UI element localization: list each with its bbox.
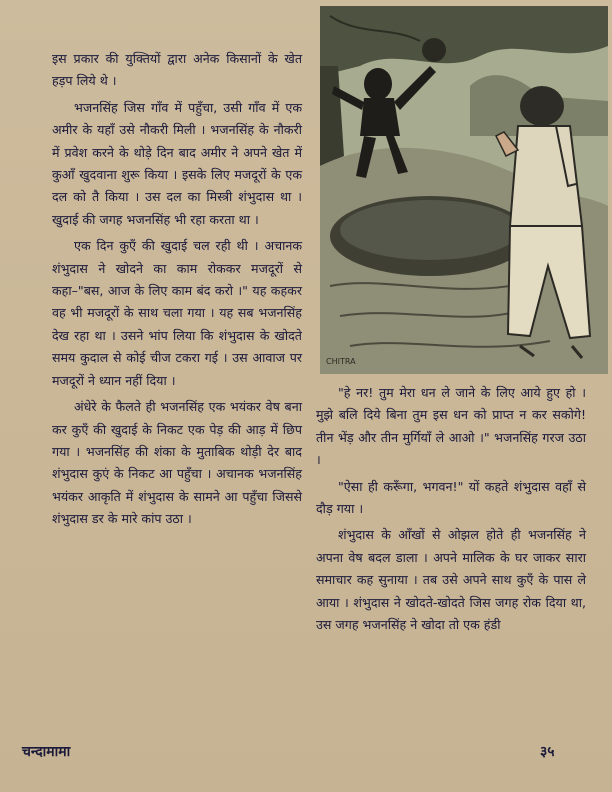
paragraph: इस प्रकार की युक्तियों द्वारा अनेक किसानों के खेत हड़प लिये थे । <box>52 51 302 89</box>
illustration-drawing <box>320 6 608 374</box>
paragraph: एक दिन कुएँ की खुदाई चल रही थी । अचानक शंभुदास ने खोदने का काम रोककर मजदूरों से कहा–"बस, आज के लिए काम बंद करो ।" यह कहकर वह भी मजदूरों के साथ चला गया । यह सब भजनसिंह देख रहा था । उसने भांप लिया कि शंभुदास के खोदते समय कुदाल से कोई चीज टकरा गई । उस आवाज पर मजदूरों ने ध्यान नहीं दिया । <box>52 238 302 388</box>
artist-signature: CHITRA <box>326 357 356 366</box>
paragraph: अंधेरे के फैलते ही भजनसिंह एक भयंकर वेष बना कर कुएँ की खुदाई के निकट एक पेड़ की आड़ में छिप गया । भजनसिंह की शंका के मुताबिक थोड़ी देर बाद शंभुदास कुएं के निकट आ पहुँचा । अचानक भजनसिंह भयंकर आकृति में शंभुदास के सामने आ पहुँचा जिससे शंभुदास डर के मारे कांप उठा । <box>52 399 302 527</box>
paragraph: शंभुदास के आँखों से ओझल होते ही भजनसिंह ने अपना वेष बदल डाला । अपने मालिक के घर जाकर सारा समाचार कह सुनाया । तब उसे अपने साथ कुएँ के पास ले आया । शंभुदास ने खोदते-खोदते जिस जगह रोक दिया था, उस जगह भजनसिंह ने खोदा तो एक हंडी <box>316 527 586 633</box>
paragraph: "ऐसा ही करूँगा, भगवन!" यों कहते शंभुदास वहाँ से दौड़ गया । <box>316 478 586 517</box>
right-column <box>316 382 586 640</box>
page-number: ३५ <box>540 744 555 760</box>
paragraph: भजनसिंह जिस गाँव में पहुँचा, उसी गाँव में एक अमीर के यहाँ उसे नौकरी मिली । भजनसिंह के नौकरी में प्रवेश करने के थोड़े दिन बाद अमीर ने अपने खेत में कुआँ खुदवाना शुरू किया । इसके लिए मजदूरों के एक दल को तै किया । उस दल का मिस्त्री शंभुदास था । खुदाई की जगह भजनसिंह भी रहा करता था । <box>52 99 302 227</box>
paragraph: "हे नर! तुम मेरा धन ले जाने के लिए आये हुए हो । मुझे बलि दिये बिना तुम इस धन को प्राप्त न कर सकोगे! तीन भेंड़ और तीन मुर्गियाँ ले आओ ।" भजनसिंह गरज उठा । <box>316 385 586 468</box>
story-illustration <box>320 6 608 374</box>
magazine-name: चन्दामामा <box>22 744 71 760</box>
left-column <box>52 48 302 535</box>
